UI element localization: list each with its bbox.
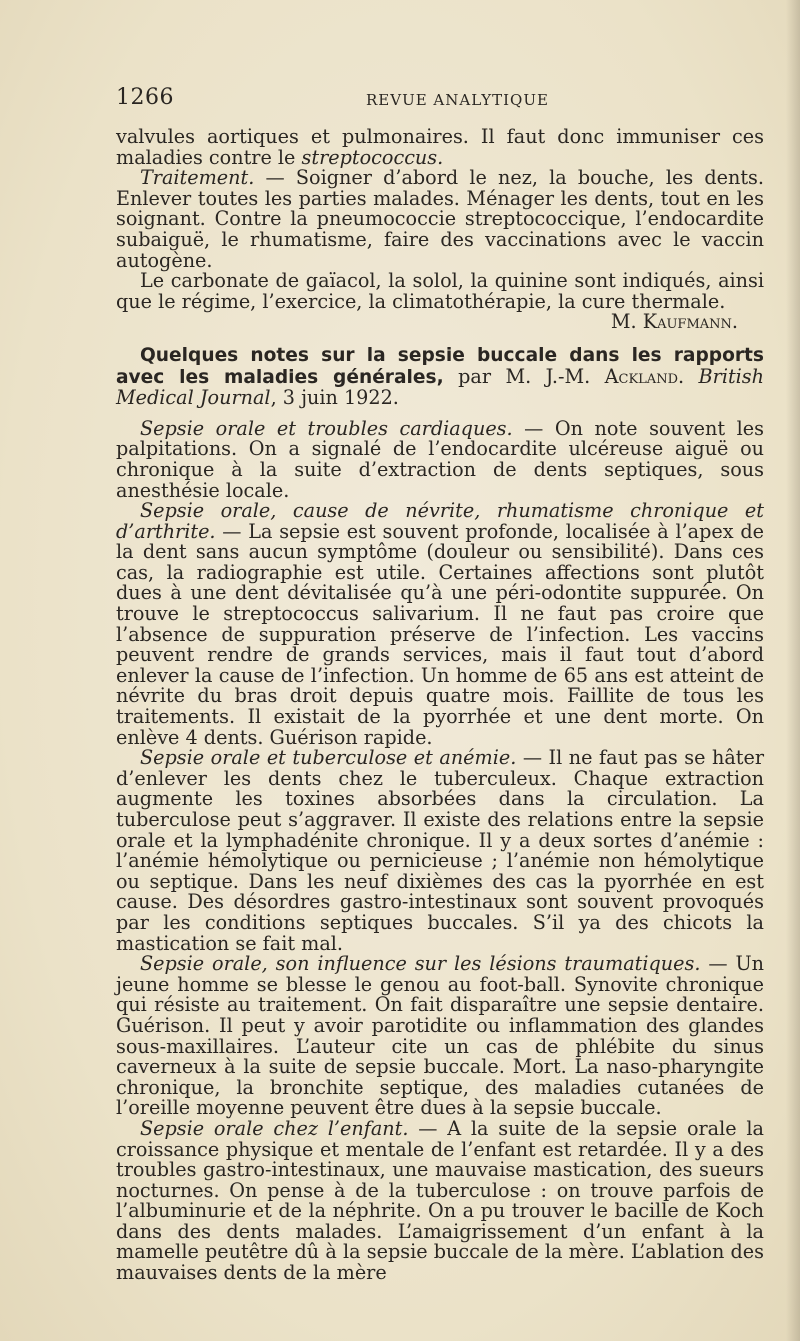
section-heading: Sepsie orale, son influence sur les lésions traumatiques. <box>140 952 701 976</box>
body-text <box>116 127 764 1284</box>
section-heading: Sepsie orale et troubles cardiaques. <box>140 416 513 440</box>
article-title: Quelques notes sur la sepsie buccale dans les rapports avec les maladies générales, <box>116 344 764 388</box>
section-enfant <box>116 1116 764 1285</box>
prev-paragraph-traitement <box>116 168 764 271</box>
author-prefix: par M. J.-M. <box>443 364 605 388</box>
section-text: — On note souvent les palpitations. On a signalé de l’endocardite ulcéreuse aiguë ou chronique à la suite d’extraction de dents septiques, sous anesthésie locale. <box>116 416 764 502</box>
article-heading <box>116 345 764 409</box>
section-text: — Il ne faut pas se hâter d’enlever les dents chez le tuberculeux. Chaque extraction augmente les toxines absorbées dans la circulation. La tuberculose peut s’aggraver. Il existe des relations entre la sepsie orale et la lymphadénite chronique. Il y a deux sortes d’anémie : l’anémie hémolytique ou pernicieuse ; l’anémie non hémolytique ou septique. Dans les neuf dixièmes des cas la pyorrhée en est cause. Des désordres gastro-intestinaux sont souvent provoqués par les conditions septiques buccales. S’il ya des chicots la mastication se fait mal. <box>116 746 764 955</box>
section-text: — La sepsie est souvent profonde, localisée à l’apex de la dent sans aucun symptôme (douleur ou sensibilité). Dans ces cas, la radiographie est utile. Certaines affections sont plutôt dues à une dent dévitalisée qu’à une péri-odontite suppurée. On trouve le streptococcus salivarium. Il ne faut pas croire que l’absence de suppuration préserve de l’infection. Les vaccins peuvent rendre de grands services, mais il faut tout d’abord enlever la cause de l’infection. Un homme de 65 ans est atteint de névrite du bras droit depuis quatre mois. Faillite de tous les traitements. Il existait de la pyorrhée et une dent morte. On enlève 4 dents. Guérison rapide. <box>116 519 764 749</box>
section-nevrite <box>116 501 764 748</box>
journal-name: British Medical Journal <box>116 364 765 410</box>
streptococcus-term: streptococcus. <box>301 145 444 169</box>
page-edge-shadow <box>786 0 800 1341</box>
section-cardiaques <box>116 416 764 502</box>
prev-paragraph-1-text: valvules aortiques et pulmonaires. Il faut donc immuniser ces maladies contre le <box>116 125 764 169</box>
running-head: REVUE ANALYTIQUE <box>366 91 549 109</box>
prev-paragraph-1 <box>116 127 764 168</box>
traitement-text: — Soigner d’abord le nez, la bouche, les dents. Enlever toutes les parties malades. Ménager les dents, tout en les soignant. Contre la pneumococcie streptococcique, l’endocardite subaiguë, le rhumatisme, faire des vaccinations avec le vaccin autogène. <box>116 166 764 272</box>
section-tuberculose <box>116 748 764 954</box>
section-heading: Sepsie orale chez l’enfant. <box>140 1116 409 1140</box>
signature: M. Kaufmann. <box>610 310 738 334</box>
page-header <box>116 85 766 115</box>
section-heading: Sepsie orale, cause de névrite, rhumatisme chronique et d’arthrite. <box>116 499 764 543</box>
publication-date: , 3 juin 1922. <box>270 386 399 410</box>
prev-paragraph-3: Le carbonate de gaïacol, la solol, la quinine sont indiqués, ainsi que le régime, l’exercice, la climatothérapie, la cure thermale. <box>116 269 764 313</box>
section-traumatiques <box>116 954 764 1119</box>
author-name: Ackland. <box>604 364 685 388</box>
traitement-heading: Traitement. <box>140 166 255 190</box>
section-text: — Un jeune homme se blesse le genou au foot-ball. Synovite chronique qui résiste au traitement. On fait disparaître une sepsie dentaire. Guérison. Il peut y avoir parotidite ou inflammation des glandes sous-maxillaires. L’auteur cite un cas de phlébite du sinus caverneux à la suite de sepsie buccale. Mort. La naso-pharyngite chronique, la bronchite septique, des maladies cutanées de l’oreille moyenne peuvent être dues à la sepsie buccale. <box>116 952 764 1120</box>
section-text: — A la suite de la sepsie orale la croissance physique et mentale de l’enfant est retardée. Il y a des troubles gastro-intestinaux, une mauvaise mastication, des sueurs nocturnes. On pense à de la tuberculose : on trouve parfois de l’albuminurie et de la néphrite. On a pu trouver le bacille de Koch dans des dents malades. L’amaigrissement d’un enfant à la mamelle peutêtre dû à la sepsie buccale de la mère. L’ablation des mauvaises dents de la mère <box>116 1116 764 1285</box>
page-number: 1266 <box>116 85 174 110</box>
section-heading: Sepsie orale et tuberculose et anémie. <box>140 746 517 770</box>
